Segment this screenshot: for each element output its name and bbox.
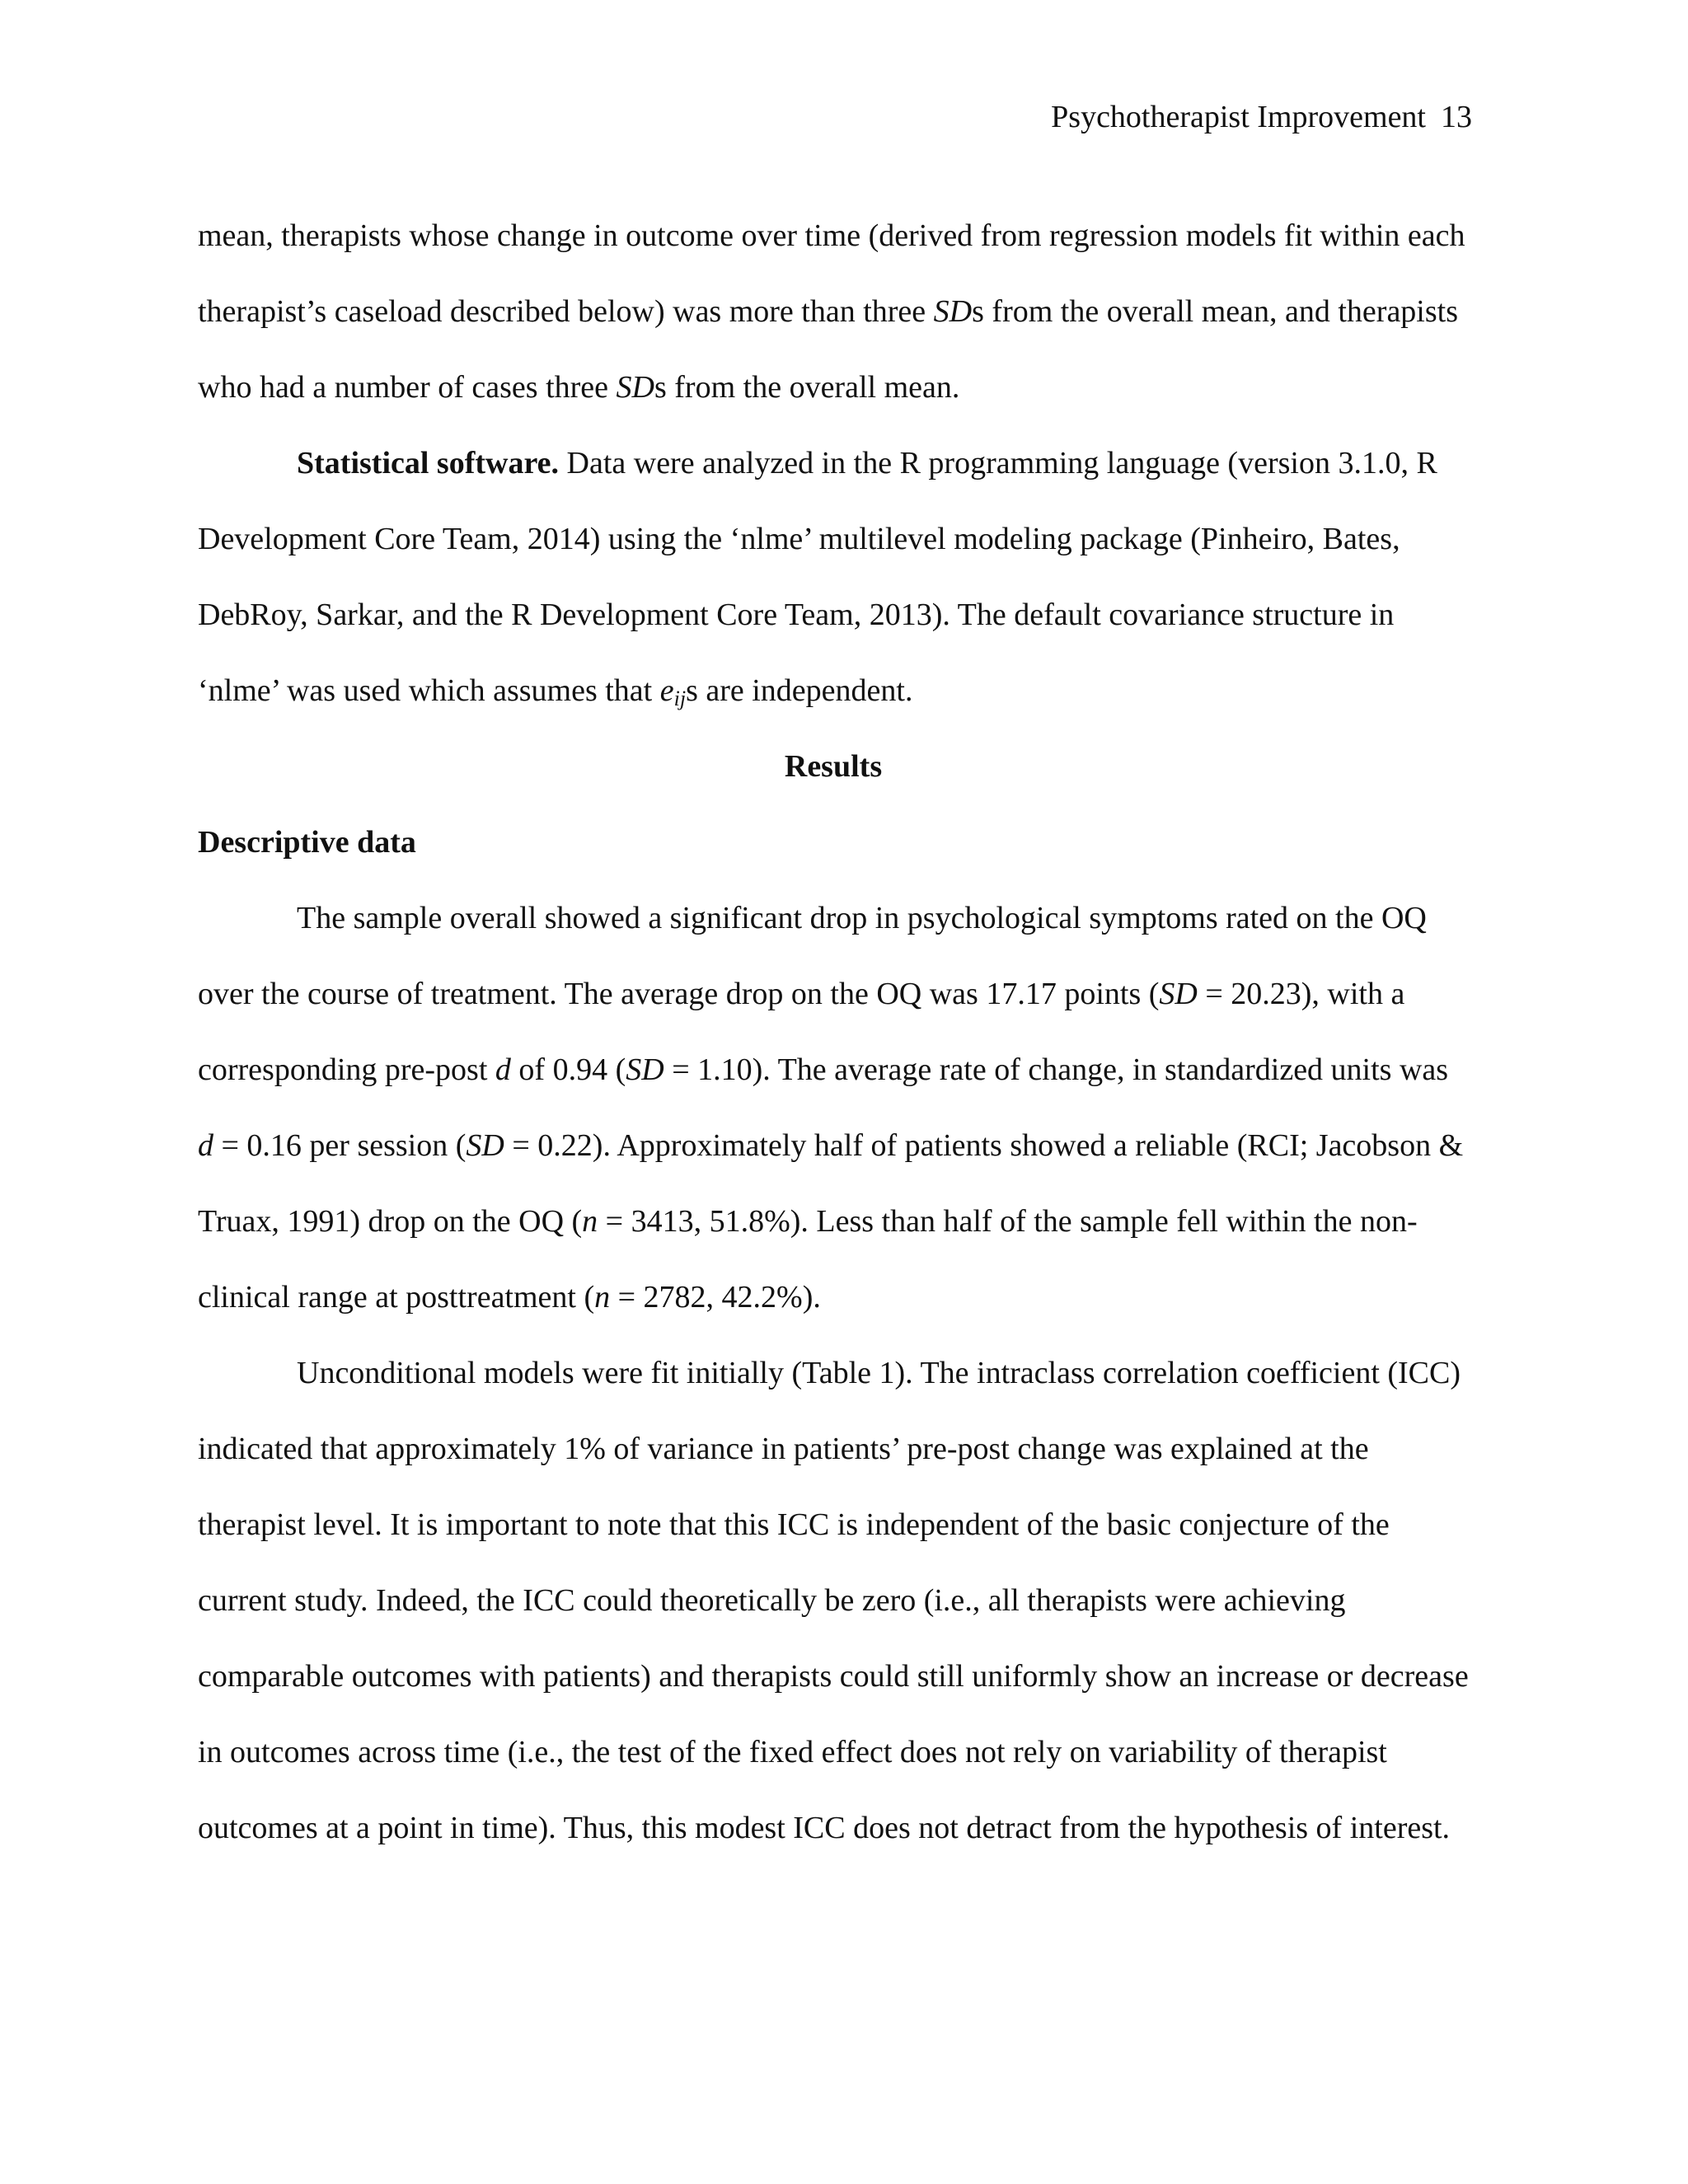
paragraph-descriptive: The sample overall showed a significant drop in psychological symptoms rated on the OQ over the course of treatment. The average drop on the OQ was 17.17 points (SD = 20.23), with a corresponding pre-post d of 0.94 (SD = 1.10). The average rate of change, in standardized units was d = 0.16 per session (SD = 0.22). Approximately half of patients showed a reliable (RCI; Jacobson & Truax, 1991) drop on the OQ (n = 3413, 51.8%). Less than half of the sample fell within the non-clinical range at posttreatment (n = 2782, 42.2%).	[198, 901, 1464, 1315]
body-text	[198, 198, 1469, 1866]
subsection-heading-descriptive-data: Descriptive data	[198, 825, 416, 860]
run-in-heading: Statistical software.	[297, 446, 560, 480]
section-heading-results: Results	[784, 749, 883, 784]
page-number: 13	[1441, 100, 1472, 134]
paragraph-unconditional-models: Unconditional models were fit initially (Table 1). The intraclass correlation coefficient (ICC) indicated that approximately 1% of variance in patients’ pre-post change was explained at the therapist level. It is important to note that this ICC is independent of the basic conjecture of the current study. Indeed, the ICC could theoretically be zero (i.e., all therapists were achieving comparable outcomes with patients) and therapists could still uniformly show an increase or decrease in outcomes across time (i.e., the test of the fixed effect does not rely on variability of therapist outcomes at a point in time). Thus, this modest ICC does not detract from the hypothesis of interest.	[198, 1356, 1469, 1845]
paragraph-statistical-software: Statistical software. Data were analyzed in the R programming language (version 3.1.0, R Development Core Team, 2014) using the ‘nlme’ multilevel modeling package (Pinheiro, Bates, DebRoy, Sarkar, and the R Development Core Team, 2013). The default covariance structure in ‘nlme’ was used which assumes that $e_{ij}s$ are independent.	[198, 446, 1437, 710]
paragraph-continued: mean, therapists whose change in outcome over time (derived from regression models fit within each therapist’s caseload described below) was more than three SDs from the overall mean, and therapists who had a number of cases three SDs from the overall mean.	[198, 218, 1465, 405]
running-head	[1051, 97, 1472, 137]
running-head-title: Psychotherapist Improvement	[1051, 100, 1426, 134]
